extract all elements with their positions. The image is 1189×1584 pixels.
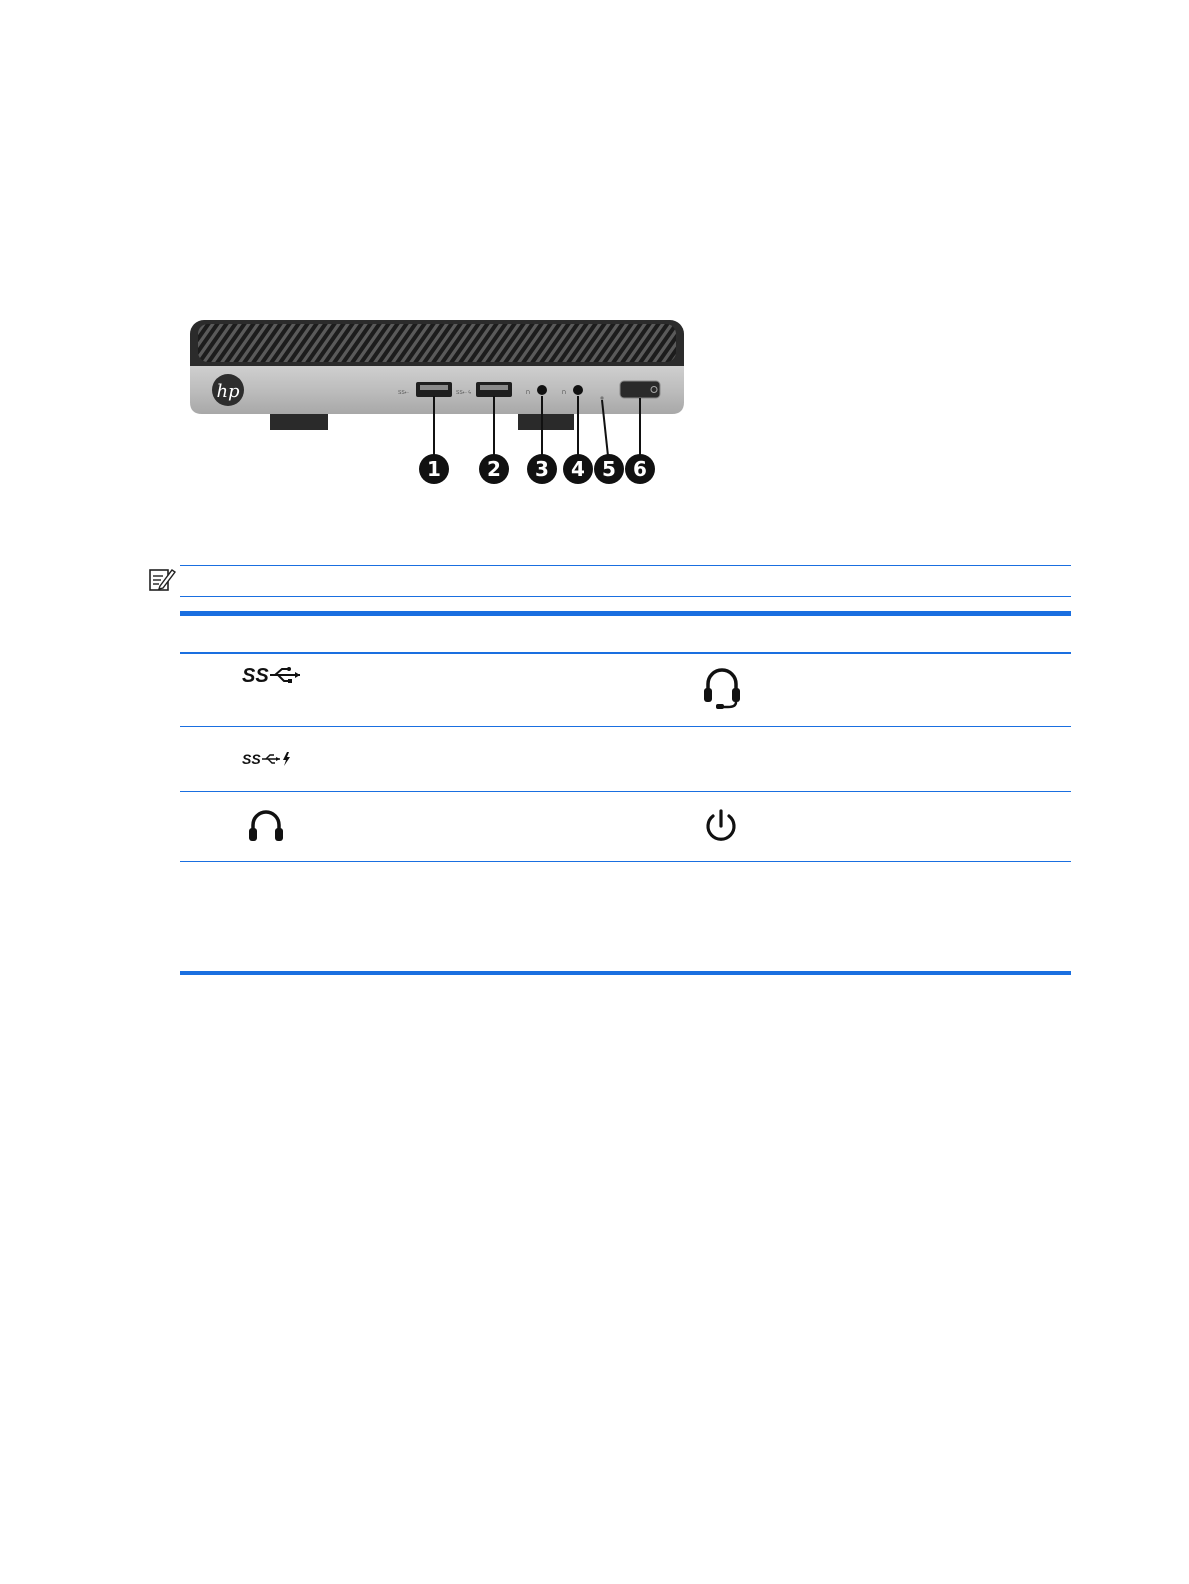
note-rule-bottom (180, 596, 1071, 597)
callout-4: 4 (563, 454, 593, 484)
svg-text:SS: SS (242, 751, 261, 767)
note-pencil-icon (148, 566, 176, 592)
chassis-foot-left (270, 414, 328, 430)
headset-jack (537, 385, 547, 395)
computer-front-illustration (188, 318, 686, 436)
svg-text:SS: SS (242, 665, 269, 687)
superspeed-usb-charging-icon (242, 750, 292, 768)
headset-jack-label: ∩ (525, 387, 531, 396)
port-label-1: SS⇠ (398, 390, 409, 396)
power-icon (703, 808, 739, 844)
table-header-rule (180, 652, 1071, 654)
superspeed-usb-icon (242, 663, 304, 687)
callout-3: 3 (527, 454, 557, 484)
callout-1: 1 (419, 454, 449, 484)
note-rule-top (180, 565, 1071, 566)
chassis-vent (198, 324, 676, 362)
table-row-rule (180, 726, 1071, 727)
callout-6: 6 (625, 454, 655, 484)
port-label-2: SS⇠ ϟ (456, 390, 471, 396)
headphones-icon (248, 808, 284, 842)
table-row-rule (180, 861, 1071, 862)
headset-icon (702, 666, 742, 710)
headphone-jack (573, 385, 583, 395)
hp-logo-text: hp (216, 381, 240, 402)
callout-2: 2 (479, 454, 509, 484)
power-button (620, 381, 660, 398)
callout-5: 5 (594, 454, 624, 484)
chassis-foot-right (518, 414, 574, 430)
drive-activity-light (600, 396, 603, 399)
headphone-jack-label: ∩ (561, 387, 567, 396)
table-top-rule (180, 611, 1071, 616)
table-bottom-rule (180, 971, 1071, 975)
table-row-rule (180, 791, 1071, 792)
